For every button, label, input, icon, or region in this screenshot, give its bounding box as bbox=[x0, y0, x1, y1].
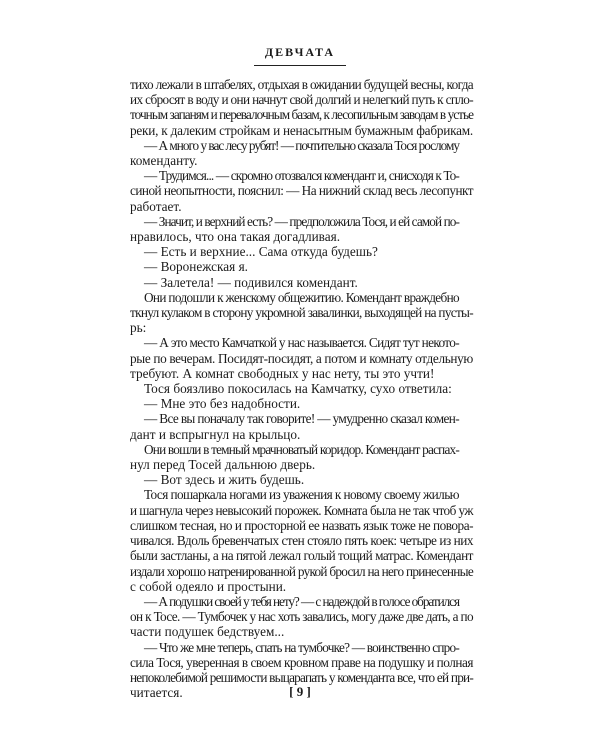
text-line: — Мне это без надобности. bbox=[144, 396, 301, 412]
text-line: с собой одеяло и простыни. bbox=[130, 578, 287, 594]
text-line: рые по вечерам. Посидят-посидят, а потом и комнату отдельную bbox=[130, 350, 473, 366]
text-line: коменданту. bbox=[130, 153, 198, 169]
text-line: дант и вспрыгнул на крыльцо. bbox=[130, 426, 301, 442]
text-line: издали хорошо натренированной рукой бросил на него принесенные bbox=[130, 563, 473, 579]
text-line: — А подушки своей у тебя нету? — с надеждой в голосе обратился bbox=[144, 593, 459, 609]
text-line: работает. bbox=[130, 198, 182, 214]
text-line: — Вот здесь и жить будешь. bbox=[144, 472, 305, 488]
text-line: непоколебимой решимости выцарапать у коменданта все, что ей при- bbox=[130, 669, 473, 685]
text-line: слишком тесная, но и просторной ее назвать язык тоже не повора- bbox=[130, 517, 473, 533]
text-line: Они подошли к женскому общежитию. Комендант враждебно bbox=[144, 289, 459, 305]
text-line: Тося пошаркала ногами из уважения к новому своему жилью bbox=[144, 487, 459, 503]
running-head-rule bbox=[254, 65, 346, 66]
text-line: — А много у вас лесу рубят! — почтительно сказала Тося рослому bbox=[144, 137, 459, 153]
text-line: — Воронежская я. bbox=[144, 259, 248, 275]
text-line: чивался. Вдоль бревенчатых стен стояло пять коек: четыре из них bbox=[130, 533, 473, 549]
text-line: — Все вы поначалу так говорите! — умудренно сказал комен- bbox=[144, 411, 459, 427]
text-line: — Значит, и верхний есть? — предположила Тося, и ей самой по- bbox=[144, 213, 459, 229]
running-head: ДЕВЧАТА bbox=[264, 45, 336, 59]
body-text bbox=[130, 77, 473, 700]
text-line: — Есть и верхние... Сама откуда будешь? bbox=[144, 244, 378, 260]
text-line: ткнул кулаком в сторону укромной завалинки, выходящей на пусты- bbox=[130, 305, 473, 321]
text-line: он к Тосе. — Тумбочек у нас хоть завались, могу даже две дать, а по bbox=[130, 609, 473, 625]
text-line: читается. bbox=[130, 685, 183, 701]
text-line: были застланы, а на пятой лежал голый тощий матрас. Комендант bbox=[130, 548, 473, 564]
text-line: их сбросят в воду и они начнут свой долгий и нелегкий путь к спло- bbox=[130, 92, 473, 108]
text-line: — А это место Камчаткой у нас называется. Сидят тут некото- bbox=[144, 335, 459, 351]
text-line: нравилось, что она такая догадливая. bbox=[130, 229, 341, 245]
text-line: Тося боязливо покосилась на Камчатку, сухо ответила: bbox=[144, 381, 452, 397]
text-line: — Трудимся... — скромно отозвался комендант и, снисходя к То- bbox=[144, 168, 459, 184]
text-line: сила Тося, уверенная в своем кровном праве на подушку и полная bbox=[130, 654, 473, 670]
text-line: рь: bbox=[130, 320, 147, 336]
page-number: [ 9 ] bbox=[289, 684, 311, 699]
text-line: нул перед Тосей дальнюю дверь. bbox=[130, 457, 316, 473]
text-line: — Что же мне теперь, спать на тумбочке? — воинственно спро- bbox=[144, 639, 459, 655]
text-line: и шагнула через невысокий порожек. Комната была не так чтоб уж bbox=[130, 502, 473, 518]
text-line: Они вошли в темный мрачноватый коридор. Комендант распах- bbox=[144, 441, 459, 457]
text-line: — Залетела! — подивился комендант. bbox=[144, 274, 358, 290]
text-line: точным запаням и перевалочным базам, к лесопильным заводам в устье bbox=[130, 107, 473, 123]
text-line: требуют. А комнат свободных у нас нету, ты это учти! bbox=[130, 365, 435, 381]
text-line: тихо лежали в штабелях, отдыхая в ожидании будущей весны, когда bbox=[130, 77, 473, 92]
text-line: синой неопытности, пояснил: — На нижний склад весь лесопункт bbox=[130, 183, 473, 199]
text-line: реки, к далеким стройкам и ненасытным бумажным фабрикам. bbox=[130, 122, 473, 138]
text-line: части подушек бедствуем... bbox=[130, 624, 285, 640]
